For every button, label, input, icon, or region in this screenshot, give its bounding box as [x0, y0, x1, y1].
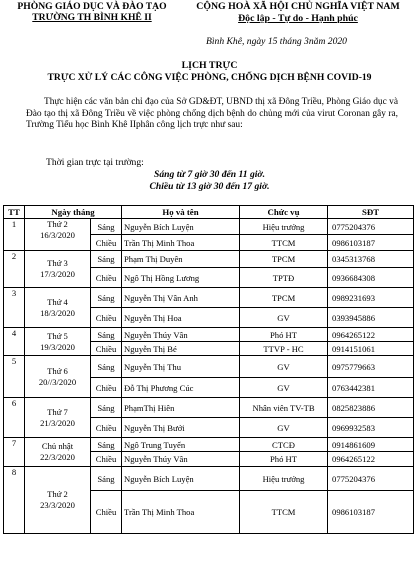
weekday: Chủ nhật [41, 441, 74, 451]
session: Chiều [91, 268, 122, 288]
date: 16/3/2020 [40, 230, 75, 240]
date: 19/3/2020 [40, 341, 75, 352]
session: Chiều [91, 418, 122, 438]
staff-position: Nhân viên TV-TB [240, 398, 328, 418]
session: Sáng [91, 467, 122, 491]
staff-position: GV [240, 356, 328, 378]
staff-name: Ngô Thị Hồng Lương [122, 268, 240, 288]
table-header-row [4, 206, 414, 219]
weekday: Thứ 2 [47, 489, 68, 499]
department-name: PHÒNG GIÁO DỤC VÀ ĐÀO TẠO [17, 1, 167, 12]
header-position: Chức vụ [240, 206, 328, 219]
national-header [178, 1, 418, 25]
date: 17/3/2020 [40, 269, 75, 279]
table-row [4, 398, 414, 418]
table-row [4, 219, 414, 235]
afternoon-time: Chiều từ 13 giờ 30 đến 17 giờ. [149, 181, 270, 192]
day-cell [25, 438, 91, 467]
row-number: 2 [4, 251, 25, 288]
staff-position: TTVP - HC [240, 342, 328, 356]
staff-position: GV [240, 418, 328, 438]
date: 20//3/2020 [38, 376, 77, 387]
staff-name: Nguyễn Thúy Vân [122, 328, 240, 342]
row-number: 6 [4, 398, 25, 438]
staff-position: Hiệu trưởng [240, 467, 328, 491]
session: Sáng [91, 356, 122, 378]
staff-position: TPCM [240, 251, 328, 268]
intro-paragraph: Thực hiện các văn bản chỉ đạo của Sở GD&ĐT, UBND thị xã Đông Triều, Phòng Giáo dục và Đào tạo thị xã Đông Triều về việc phòng chống dịch bệnh do chủng mới của virut Coronan gây ra, Trường Tiểu học Bình Khê IIphân công lịch trực như sau: [26, 97, 398, 131]
session: Sáng [91, 438, 122, 452]
national-motto: Độc lập - Tự do - Hạnh phúc [238, 13, 358, 24]
weekday: Thứ 4 [47, 296, 68, 307]
weekday: Thứ 3 [47, 258, 68, 268]
staff-position: Phó HT [240, 452, 328, 467]
staff-name: Nguyễn Thị Thu [122, 356, 240, 378]
day-cell [25, 219, 91, 251]
staff-phone: 0775204376 [328, 219, 414, 235]
row-number: 3 [4, 288, 25, 328]
session: Chiều [91, 235, 122, 251]
staff-name: Nguyễn Thị Bé [122, 342, 240, 356]
staff-phone: 0936684308 [328, 268, 414, 288]
document-date: Bình Khê, ngày 15 tháng 3năm 2020 [206, 36, 347, 47]
staff-name: Nguyễn Thị Bưởi [122, 418, 240, 438]
date: 21/3/2020 [40, 417, 75, 428]
staff-phone: 0914151061 [328, 342, 414, 356]
staff-position: CTCĐ [240, 438, 328, 452]
weekday: Thứ 6 [47, 365, 68, 376]
row-number: 4 [4, 328, 25, 356]
staff-position: GV [240, 308, 328, 328]
weekday: Thứ 7 [47, 406, 68, 417]
session: Chiều [91, 308, 122, 328]
staff-name: Nguyễn Thị Vân Anh [122, 288, 240, 308]
table-row [4, 328, 414, 342]
table-row [4, 356, 414, 378]
session: Chiều [91, 452, 122, 467]
session: Chiều [91, 491, 122, 534]
staff-phone: 0986103187 [328, 235, 414, 251]
session: Sáng [91, 219, 122, 235]
staff-position: TTCM [240, 491, 328, 534]
staff-phone: 0964265122 [328, 452, 414, 467]
header-date: Ngày tháng [25, 206, 122, 219]
staff-phone: 0345313768 [328, 251, 414, 268]
staff-phone: 0825823886 [328, 398, 414, 418]
table-row [4, 467, 414, 491]
date: 23/3/2020 [40, 500, 75, 510]
staff-position: Hiệu trưởng [240, 219, 328, 235]
table-row [4, 251, 414, 268]
day-cell [25, 328, 91, 356]
staff-phone: 0969932583 [328, 418, 414, 438]
row-number: 8 [4, 467, 25, 534]
staff-phone: 0775204376 [328, 467, 414, 491]
header-tt: TT [4, 206, 25, 219]
staff-phone: 0393945886 [328, 308, 414, 328]
session: Sáng [91, 251, 122, 268]
staff-name: Nguyễn Thị Hoa [122, 308, 240, 328]
morning-time: Sáng từ 7 giờ 30 đến 11 giờ. [154, 169, 265, 180]
national-title: CỘNG HOÀ XÃ HỘI CHỦ NGHĨA VIỆT NAM [196, 1, 400, 12]
staff-position: Phó HT [240, 328, 328, 342]
staff-name: Đỗ Thị Phương Cúc [122, 378, 240, 398]
staff-phone: 0989231693 [328, 288, 414, 308]
duty-schedule-table [3, 205, 414, 534]
day-cell [25, 467, 91, 534]
session: Sáng [91, 328, 122, 342]
table-row [4, 288, 414, 308]
session: Chiều [91, 342, 122, 356]
school-name: TRƯỜNG TH BÌNH KHÊ II [32, 12, 152, 23]
document-subtitle: TRỰC XỬ LÝ CÁC CÔNG VIỆC PHÒNG, CHỐNG DỊCH BỆNH COVID-19 [47, 72, 372, 83]
staff-name: Trần Thị Minh Thoa [122, 235, 240, 251]
day-cell [25, 251, 91, 288]
staff-phone: 0914861609 [328, 438, 414, 452]
staff-position: TTCM [240, 235, 328, 251]
document-title: LỊCH TRỰC [181, 60, 238, 71]
date: 18/3/2020 [40, 307, 75, 318]
date: 22/3/2020 [40, 452, 75, 462]
staff-position: TPTĐ [240, 268, 328, 288]
weekday: Thứ 2 [47, 219, 68, 229]
staff-name: Phạm Thị Duyên [122, 251, 240, 268]
row-number: 5 [4, 356, 25, 398]
staff-name: Nguyễn Thúy Vân [122, 452, 240, 467]
staff-name: Trần Thị Minh Thoa [122, 491, 240, 534]
staff-name: Nguyễn Bích Luyện [122, 467, 240, 491]
header-name: Họ và tên [122, 206, 240, 219]
session: Chiều [91, 378, 122, 398]
staff-position: GV [240, 378, 328, 398]
row-number: 1 [4, 219, 25, 251]
table-row [4, 438, 414, 452]
staff-name: Nguyễn Bích Luyện [122, 219, 240, 235]
session: Sáng [91, 288, 122, 308]
staff-phone: 0964265122 [328, 328, 414, 342]
day-cell [25, 356, 91, 398]
staff-position: TPCM [240, 288, 328, 308]
row-number: 7 [4, 438, 25, 467]
header-phone: SĐT [328, 206, 414, 219]
school-header [4, 1, 180, 23]
staff-name: PhạmThị Hiên [122, 398, 240, 418]
staff-phone: 0763442381 [328, 378, 414, 398]
duty-time-label: Thời gian trực tại trường: [46, 157, 144, 168]
session: Sáng [91, 398, 122, 418]
day-cell [25, 288, 91, 328]
staff-phone: 0975779663 [328, 356, 414, 378]
weekday: Thứ 5 [47, 330, 68, 341]
day-cell [25, 398, 91, 438]
staff-name: Ngô Trung Tuyến [122, 438, 240, 452]
staff-phone: 0986103187 [328, 491, 414, 534]
